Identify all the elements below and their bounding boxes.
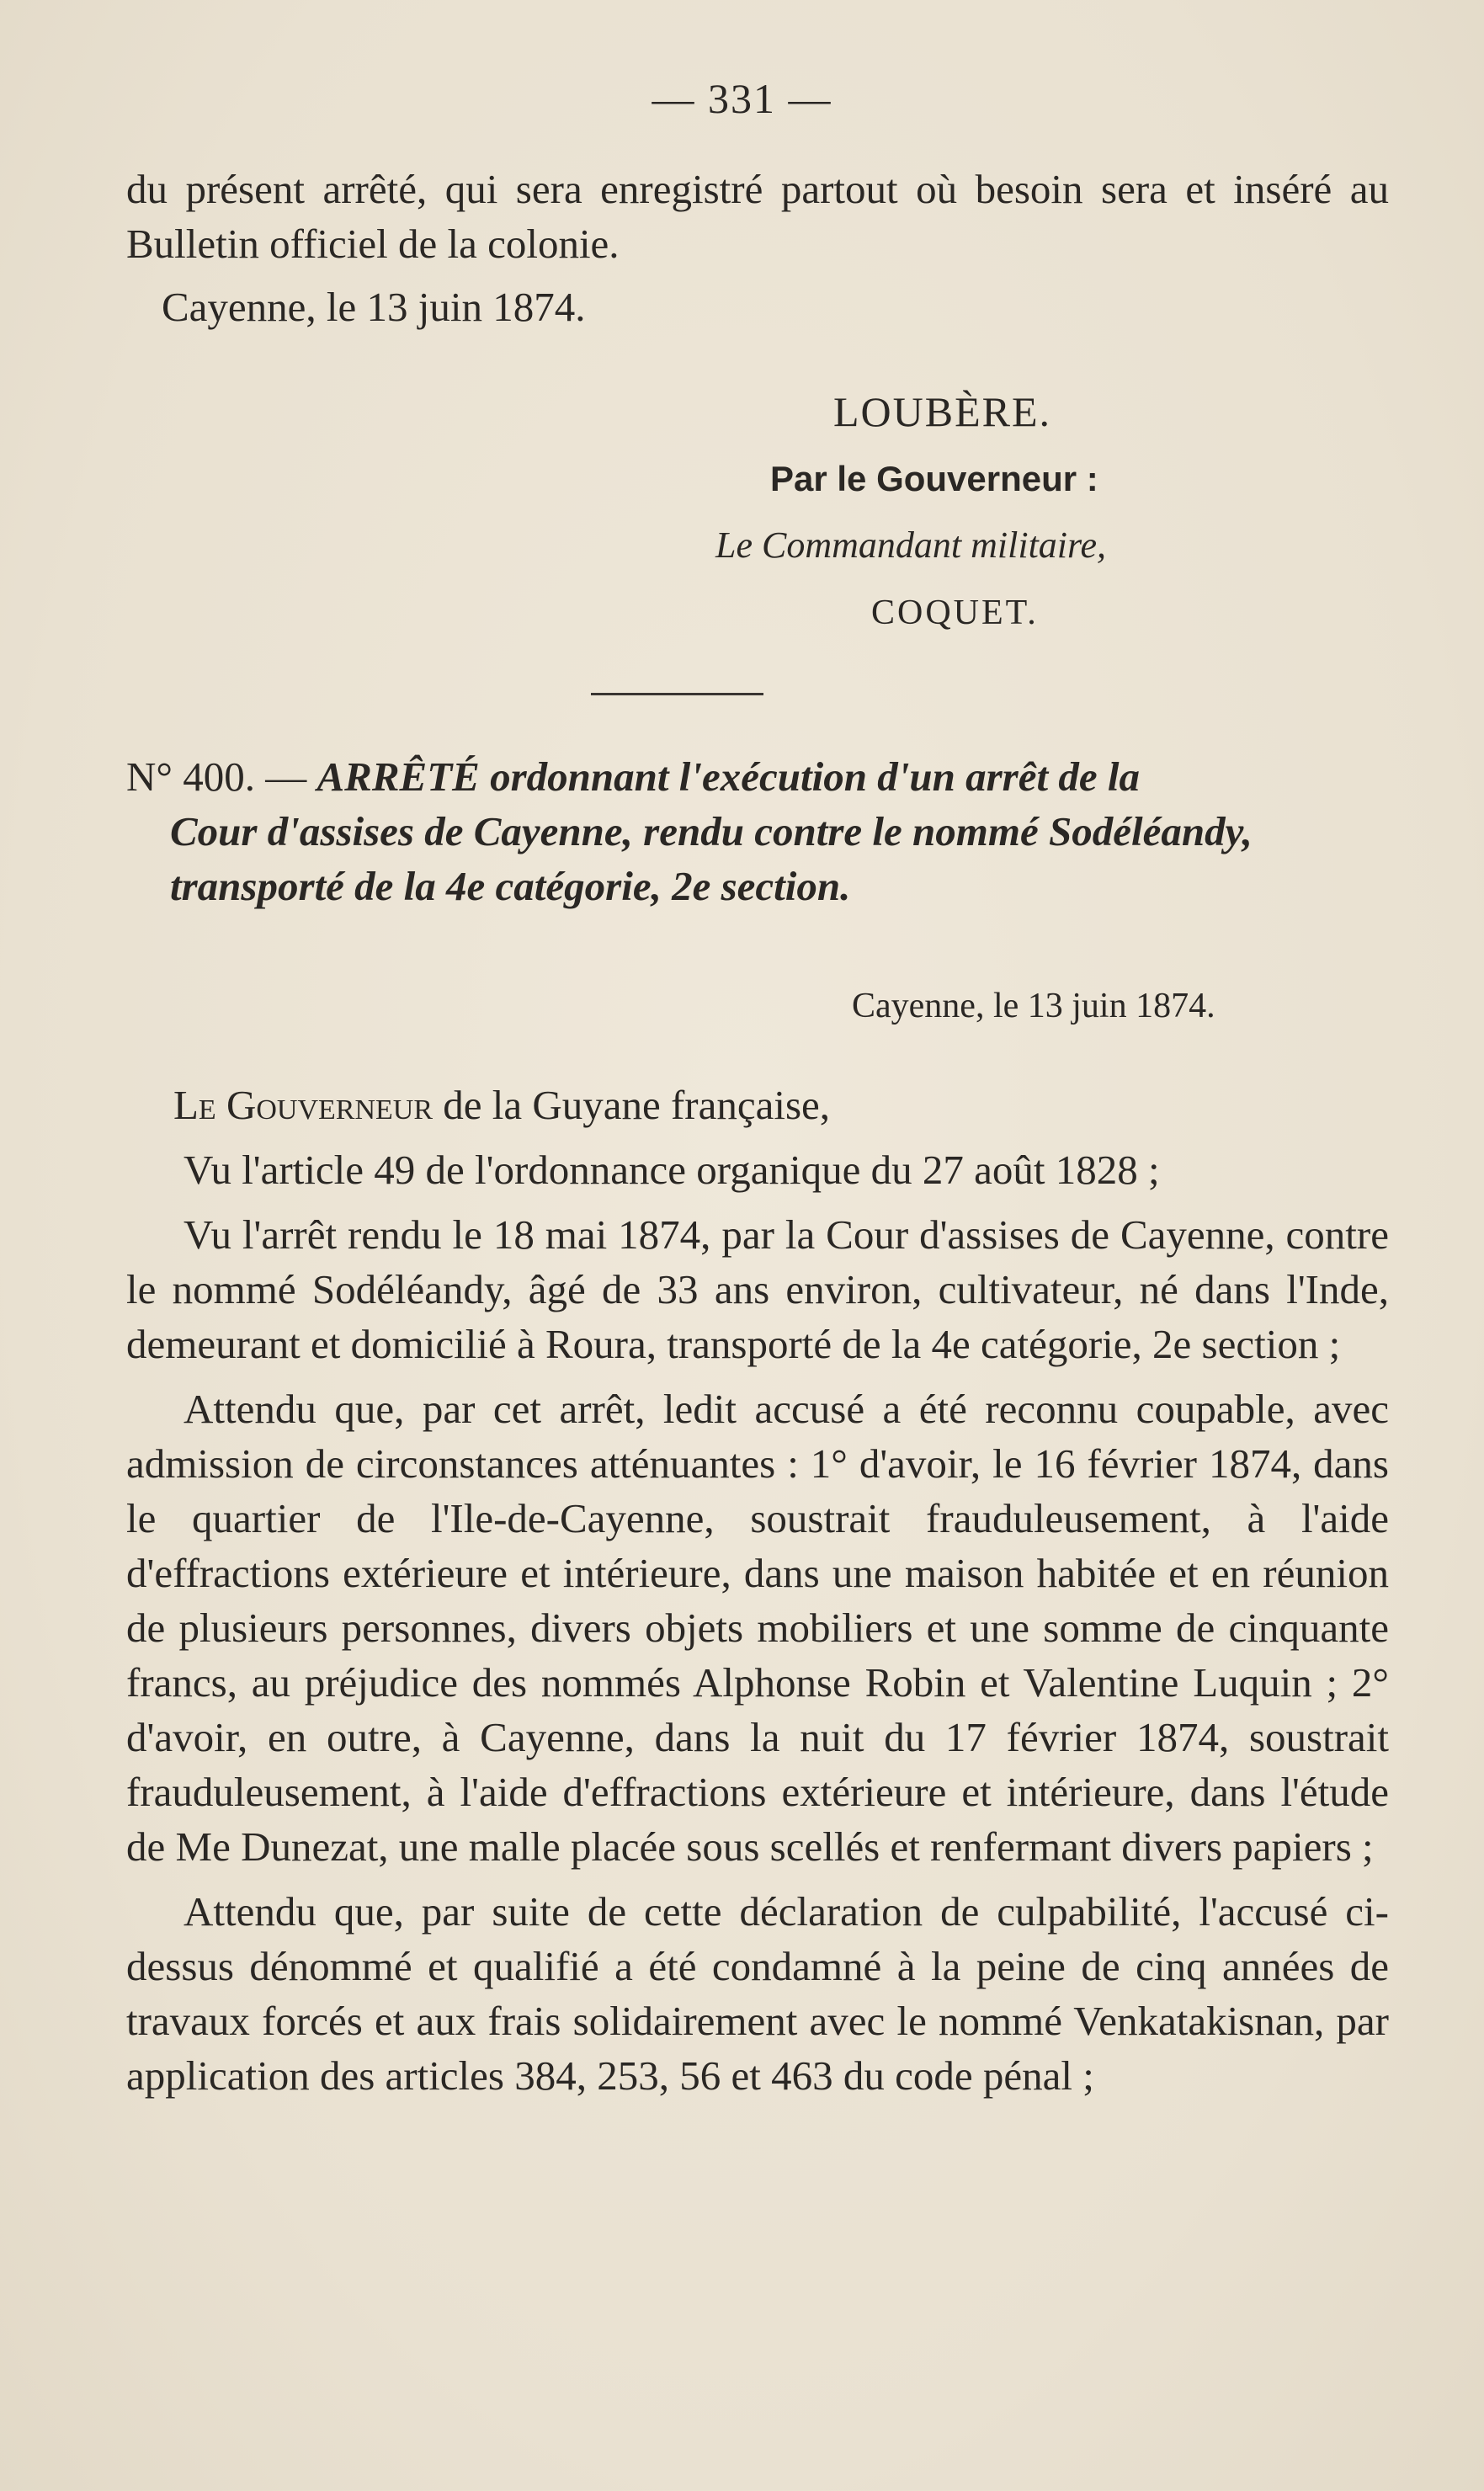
signatory-name: LOUBÈRE. [833,388,1052,435]
decree-title-part3: transporté de la 4e catégorie, 2e section. [170,863,851,909]
page-number: — 331 — [652,75,832,122]
paragraph-attendu-2: Attendu que, par suite de cette déclaration de culpabilité, l'accusé ci-dessus dénommé et qualifié a été condamné à la peine de cinq années de travaux forcés et aux frais solidairement avec le nommé Venkatakisnan, par application des articles 384, 253, 56 et 463 du code pénal ; [126,1888,1389,2099]
governor-heading [126,1078,1389,1132]
countersignatory-name: COQUET. [871,593,1039,632]
opening-text: du présent arrêté, qui sera enregistré partout où besoin sera et inséré au Bulletin officiel de la colonie. [126,166,1389,267]
governor-prefix: Le Gouverneur [173,1082,433,1128]
governor-suffix: de la Guyane française, [443,1082,831,1128]
decree-subject-name: Sodéléandy, [1049,808,1253,854]
decree-title-line2 [126,804,1389,859]
page-content [126,162,1389,2103]
decree-number: N° 400. — [126,753,307,800]
decree-title-part1: ARRÊTÉ ordonnant l'exécution d'un arrêt de la [316,753,1140,800]
paragraph-vu-article: Vu l'article 49 de l'ordonnance organique du 27 août 1828 ; [184,1147,1160,1193]
decree-title [126,749,1389,804]
signature-commandant-title: Le Commandant militaire, [715,524,1107,566]
section-divider [591,693,763,695]
decree-date: Cayenne, le 13 juin 1874. [852,987,1215,1025]
paragraph-attendu-1: Attendu que, par cet arrêt, ledit accusé a été reconnu coupable, avec admission de circonstances atténuantes : 1° d'avoir, le 16 février 1874, dans le quartier de l'Ile-de-Cayenne, soustrait frauduleusement, à l'aide d'effractions extérieure et intérieure, dans une maison habitée et en réunion de plusieurs personnes, divers objets mobiliers et une somme de cinquante francs, au préjudice des nommés Alphonse Robin et Valentine Luquin ; 2° d'avoir, en outre, à Cayenne, dans la nuit du 17 février 1874, soustrait frauduleusement, à l'aide d'effractions extérieure et intérieure, dans l'étude de Me Dunezat, une malle placée sous scellés et renfermant divers papiers ; [126,1386,1389,1870]
paragraph-vu-arret: Vu l'arrêt rendu le 18 mai 1874, par la Cour d'assises de Cayenne, contre le nommé Sodéléandy, âgé de 33 ans environ, cultivateur, né dans l'Inde, demeurant et domicilié à Roura, transporté de la 4e catégorie, 2e section ; [126,1211,1389,1367]
signature-par-le-gouverneur: Par le Gouverneur : [770,459,1098,498]
decree-title-part2: Cour d'assises de Cayenne, rendu contre le nommé [170,808,1039,854]
signature-dateline: Cayenne, le 13 juin 1874. [162,284,586,330]
